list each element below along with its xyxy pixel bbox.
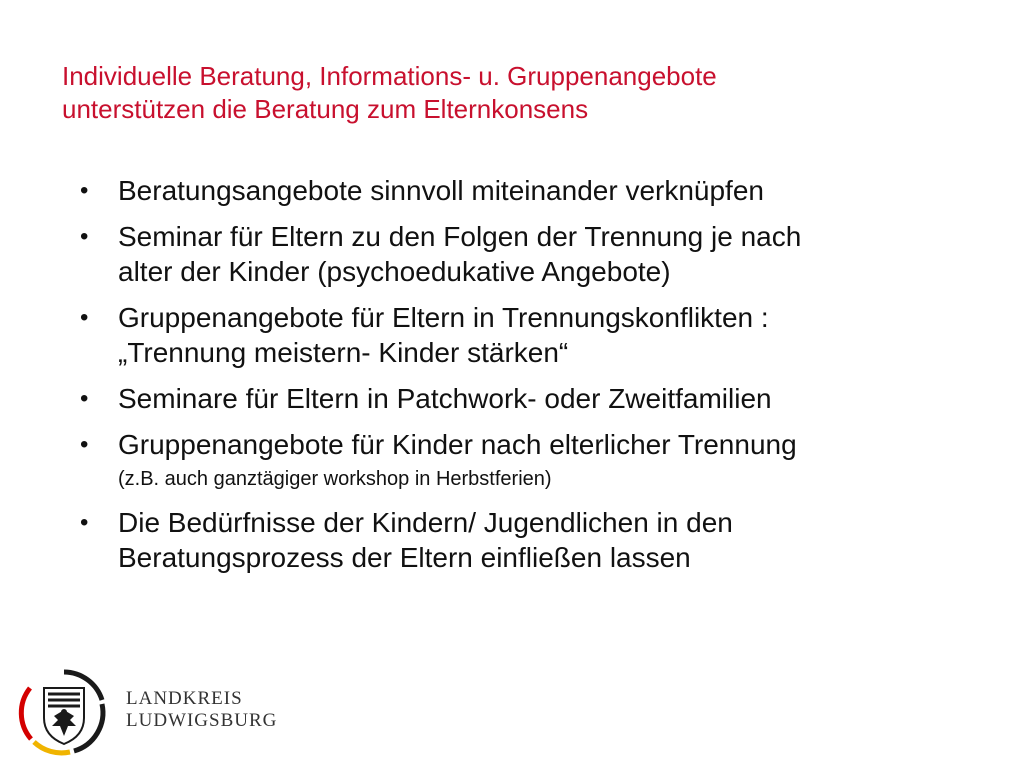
bullet-marker: • xyxy=(80,385,89,412)
bullet-marker: • xyxy=(80,177,89,204)
bullet-text: Die Bedürfnisse der Kindern/ Jugendlichen in den xyxy=(118,507,733,538)
bullet-text: Gruppenangebote für Eltern in Trennungskonflikten : xyxy=(118,302,769,333)
bullet-item xyxy=(80,219,980,289)
bullet-text: Beratungsprozess der Eltern einfließen lassen xyxy=(118,542,691,573)
bullet-text: Gruppenangebote für Kinder nach elterlicher Trennung xyxy=(118,429,797,460)
logo-line-1: LANDKREIS xyxy=(126,688,243,709)
logo-text xyxy=(126,688,277,732)
bullet-marker: • xyxy=(80,431,89,458)
bullet-item xyxy=(80,300,980,370)
slide-title-line-2: unterstützen die Beratung zum Elternkonsens xyxy=(62,94,589,124)
bullet-marker: • xyxy=(80,509,89,536)
bullet-item xyxy=(80,381,980,416)
bullet-text: Beratungsangebote sinnvoll miteinander verknüpfen xyxy=(118,175,764,206)
slide-title xyxy=(62,60,982,126)
logo-line-2: LUDWIGSBURG xyxy=(126,710,278,731)
bullet-item xyxy=(80,505,980,575)
coat-of-arms-icon xyxy=(14,664,114,760)
bullet-text: alter der Kinder (psychoedukative Angebote) xyxy=(118,256,671,287)
bullet-marker: • xyxy=(80,223,89,250)
bullet-item xyxy=(80,427,980,494)
bullet-item xyxy=(80,173,980,208)
bullet-text: Seminare für Eltern in Patchwork- oder Zweitfamilien xyxy=(118,383,772,414)
landkreis-logo xyxy=(14,664,278,760)
bullet-text: „Trennung meistern- Kinder stärken“ xyxy=(118,337,569,368)
bullet-subnote: (z.B. auch ganztägiger workshop in Herbstferien) xyxy=(118,468,552,490)
bullet-text: Seminar für Eltern zu den Folgen der Trennung je nach xyxy=(118,221,802,252)
bullet-list xyxy=(80,173,980,586)
bullet-marker: • xyxy=(80,304,89,331)
slide-title-line-1: Individuelle Beratung, Informations- u. Gruppenangebote xyxy=(62,61,717,91)
